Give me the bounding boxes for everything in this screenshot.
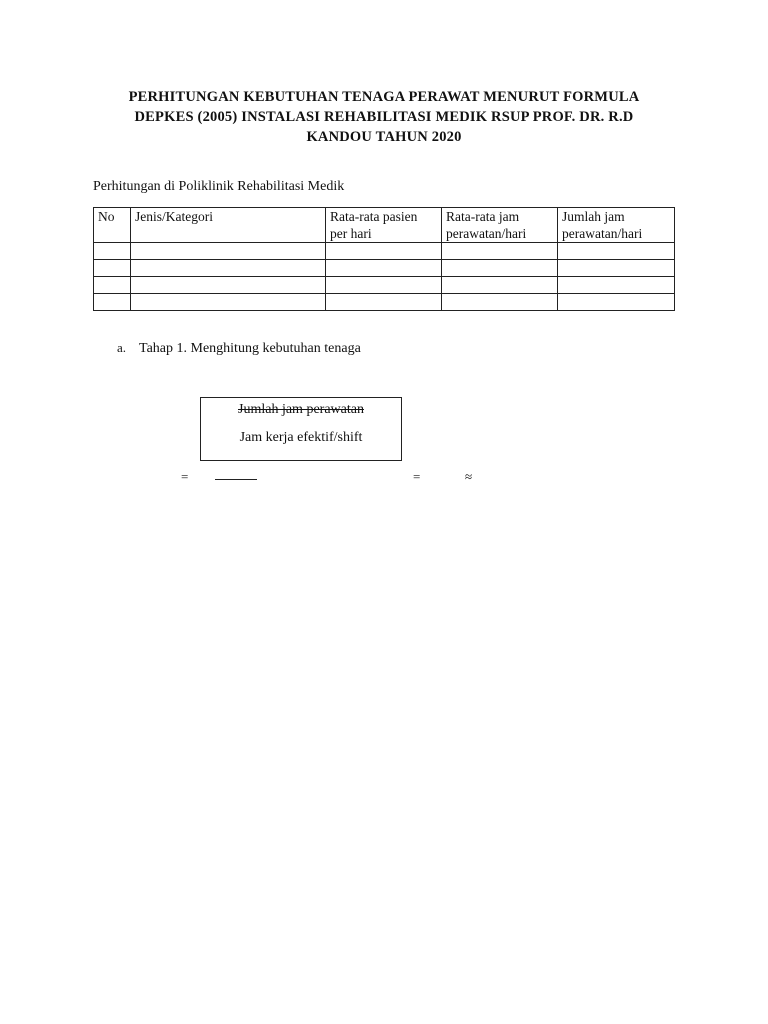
table-row	[94, 294, 675, 311]
table-row	[94, 260, 675, 277]
table-cell	[558, 243, 675, 260]
title-line-2: DEPKES (2005) INSTALASI REHABILITASI MEDIK RSUP PROF. DR. R.D	[134, 109, 634, 125]
formula-numerator: Jumlah jam perawatan	[238, 402, 364, 417]
table-cell	[558, 294, 675, 311]
table-cell	[131, 243, 326, 260]
table-cell	[558, 277, 675, 294]
section-subtitle: Perhitungan di Poliklinik Rehabilitasi Medik	[93, 179, 345, 194]
header-category: Jenis/Kategori	[131, 208, 326, 243]
table-cell	[558, 260, 675, 277]
table-cell	[94, 294, 131, 311]
approx-sign: ≈	[465, 469, 473, 484]
formula-denominator: Jam kerja efektif/shift	[239, 430, 363, 445]
table-cell	[442, 277, 558, 294]
table-cell	[94, 260, 131, 277]
table-cell	[326, 294, 442, 311]
table-cell	[326, 243, 442, 260]
equals-sign-2: =	[413, 469, 421, 484]
header-avg-care-hours: Rata-rata jam perawatan/hari	[442, 208, 558, 243]
table-header-row	[94, 208, 675, 243]
table-cell	[131, 277, 326, 294]
table-cell	[326, 277, 442, 294]
blank-underline	[215, 479, 257, 480]
table-cell	[326, 260, 442, 277]
title-line-3: KANDOU TAHUN 2020	[306, 129, 462, 145]
table-cell	[442, 294, 558, 311]
table-cell	[131, 260, 326, 277]
step-heading	[117, 340, 361, 357]
document-title	[60, 87, 708, 147]
table-cell	[131, 294, 326, 311]
table-cell	[442, 260, 558, 277]
title-line-1: PERHITUNGAN KEBUTUHAN TENAGA PERAWAT MENURUT FORMULA	[128, 89, 640, 105]
table-cell	[94, 277, 131, 294]
table-row	[94, 243, 675, 260]
list-marker: a.	[117, 340, 127, 355]
equals-sign-1: =	[181, 469, 189, 484]
header-avg-patients: Rata-rata pasien per hari	[326, 208, 442, 243]
formula-box	[200, 397, 402, 461]
header-no: No	[94, 208, 131, 243]
staffing-table	[93, 207, 675, 311]
table-row	[94, 277, 675, 294]
header-total-care-hours: Jumlah jam perawatan/hari	[558, 208, 675, 243]
table-cell	[442, 243, 558, 260]
step-text: Tahap 1. Menghitung kebutuhan tenaga	[139, 341, 361, 356]
table-cell	[94, 243, 131, 260]
